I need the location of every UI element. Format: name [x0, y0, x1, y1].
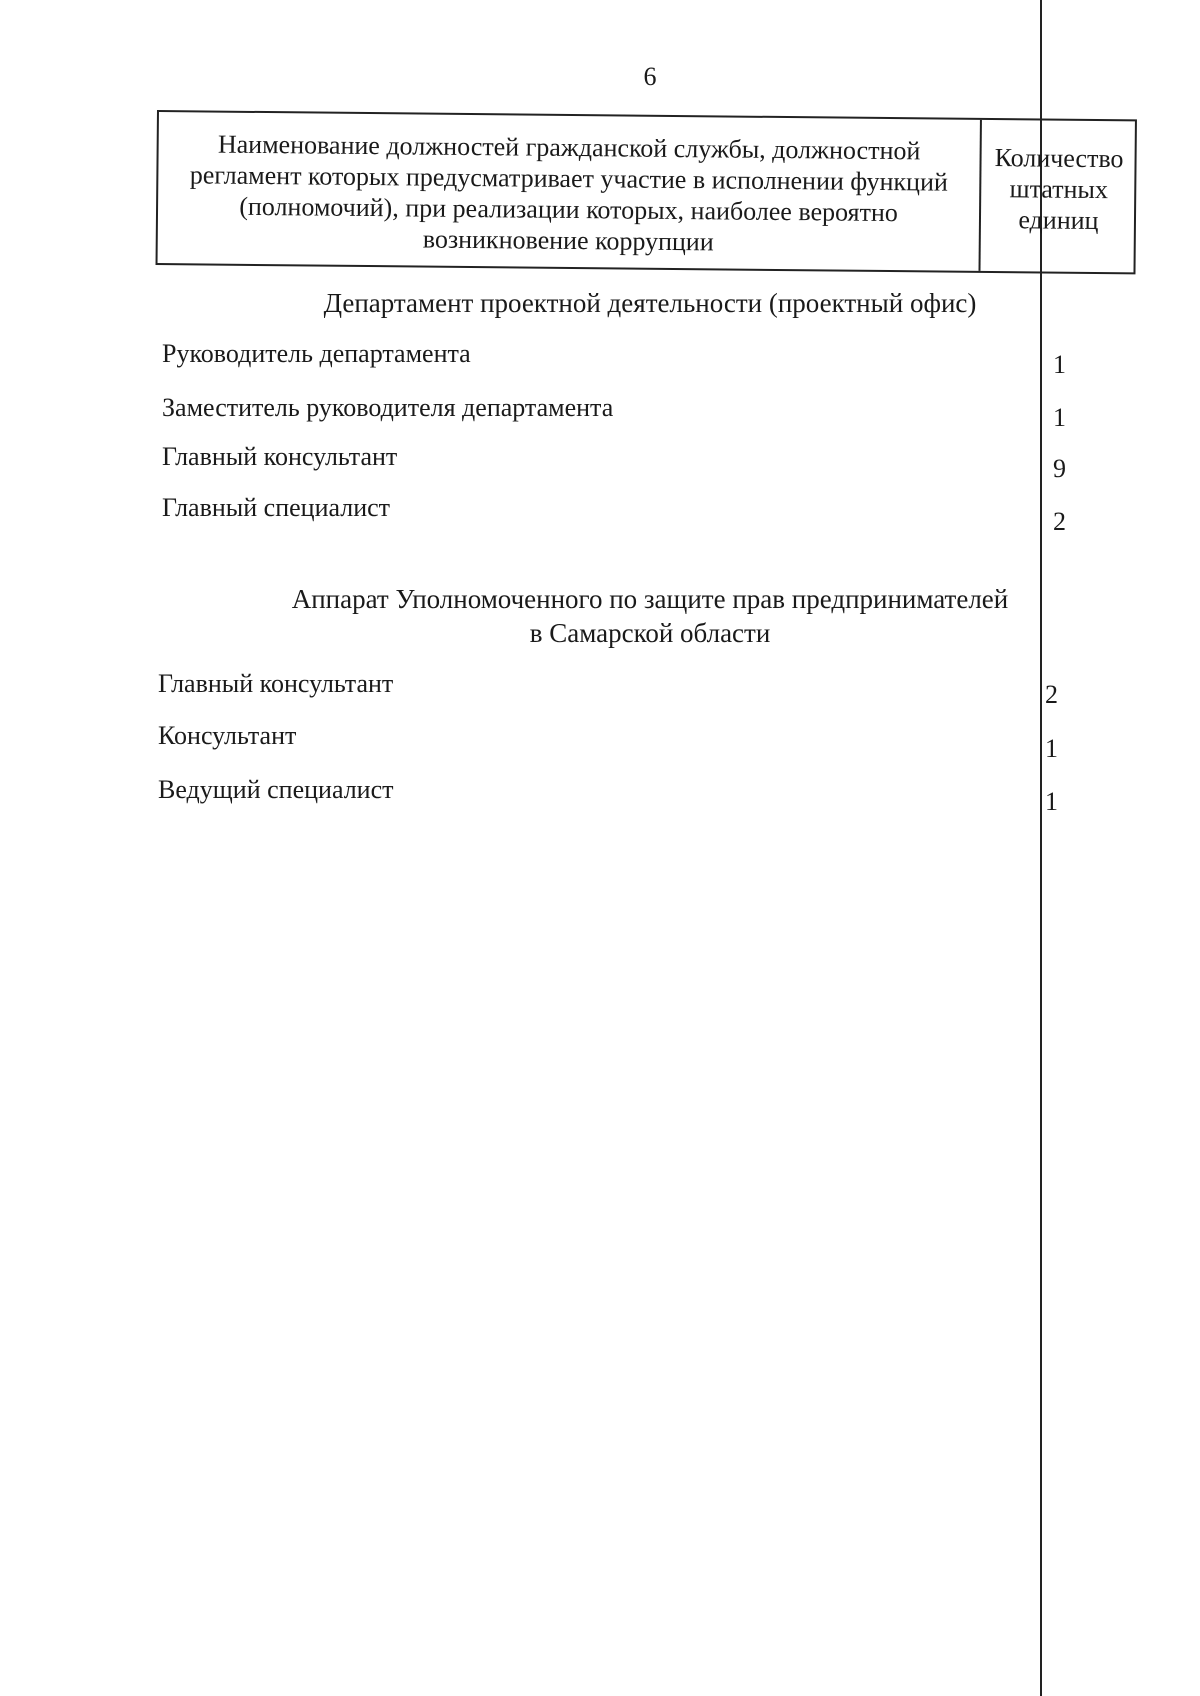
section-title-project-department: Департамент проектной деятельности (проектный офис) — [323, 288, 977, 318]
row-position: Ведущий специалист — [158, 775, 394, 804]
row-position: Главный консультант — [158, 669, 394, 698]
header-position-column: Наименование должностей гражданской службы, должностной регламент которых предусматривает участие в исполнении функций (полномочий), при реализации которых, наиболее вероятно возникновение коррупции — [158, 112, 982, 271]
row-position: Заместитель руководителя департамента — [162, 393, 614, 422]
table-header — [156, 110, 1137, 274]
row-count: 1 — [1053, 350, 1066, 379]
row-count: 2 — [1045, 680, 1058, 709]
section-title-line2: в Самарской области — [529, 618, 771, 648]
row-count: 9 — [1053, 454, 1066, 483]
row-count: 1 — [1045, 734, 1058, 763]
row-position: Консультант — [158, 721, 297, 750]
row-count: 1 — [1053, 403, 1066, 432]
section-title-line1: Аппарат Уполномоченного по защите прав предпринимателей — [291, 584, 1009, 614]
row-position: Главный консультант — [162, 442, 398, 471]
section-title-ombudsman-office — [250, 582, 1050, 650]
row-position: Главный специалист — [162, 493, 391, 522]
row-count: 2 — [1053, 507, 1066, 536]
header-count-column: Количество штатных единиц — [994, 143, 1124, 236]
row-position: Руководитель департамента — [162, 339, 471, 368]
row-count: 1 — [1045, 787, 1058, 816]
page-number: 6 — [643, 62, 657, 91]
